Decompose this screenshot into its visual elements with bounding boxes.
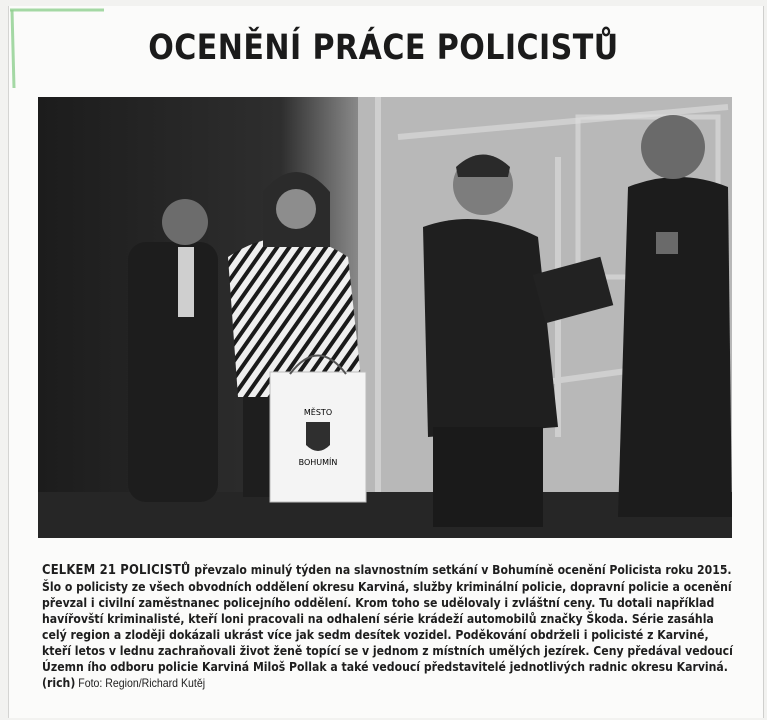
article-photo xyxy=(38,97,732,538)
caption-author: (rich) xyxy=(42,675,76,690)
caption-lead: CELKEM 21 POLICISTŮ xyxy=(42,563,191,578)
article-headline: OCENĚNÍ PRÁCE POLICISTŮ xyxy=(148,28,619,68)
bag-logo-bottom: BOHUMÍN xyxy=(298,458,338,467)
photo-credit: Foto: Region/Richard Kutěj xyxy=(75,676,206,690)
caption-body: převzalo minulý týden na slavnostním setkání v Bohumíně ocenění Policista roku 2015. Šlo o policisty ze všech obvodních oddělení okresu Karviná, služby kriminální policie, dopravní policie a ocenění převzal i civilní zaměstnanec policejního oddělení. Krom toho se udělovaly i zvláštní ceny. Tu dotali například havířovští kriminalisté, kteří loni pracovali na odhalení série krádeží automobilů značky Škoda. Série zasáhla celý region a zloději dokázali ukrást více jak sedm desítek vozidel. Poděkování obdrželi i policisté z Karviné, kteří letos v lednu zachraňovali život ženě topící se v jednom z místních umělých jezírek. Ceny předával vedoucí Územn ího odboru policie Karviná Miloš Pollak a také vedoucí představitelé jednotlivých radnic okresu Karviná. xyxy=(42,562,733,674)
bag-logo-top: MĚSTO xyxy=(303,408,333,417)
photo-caption xyxy=(42,562,739,691)
